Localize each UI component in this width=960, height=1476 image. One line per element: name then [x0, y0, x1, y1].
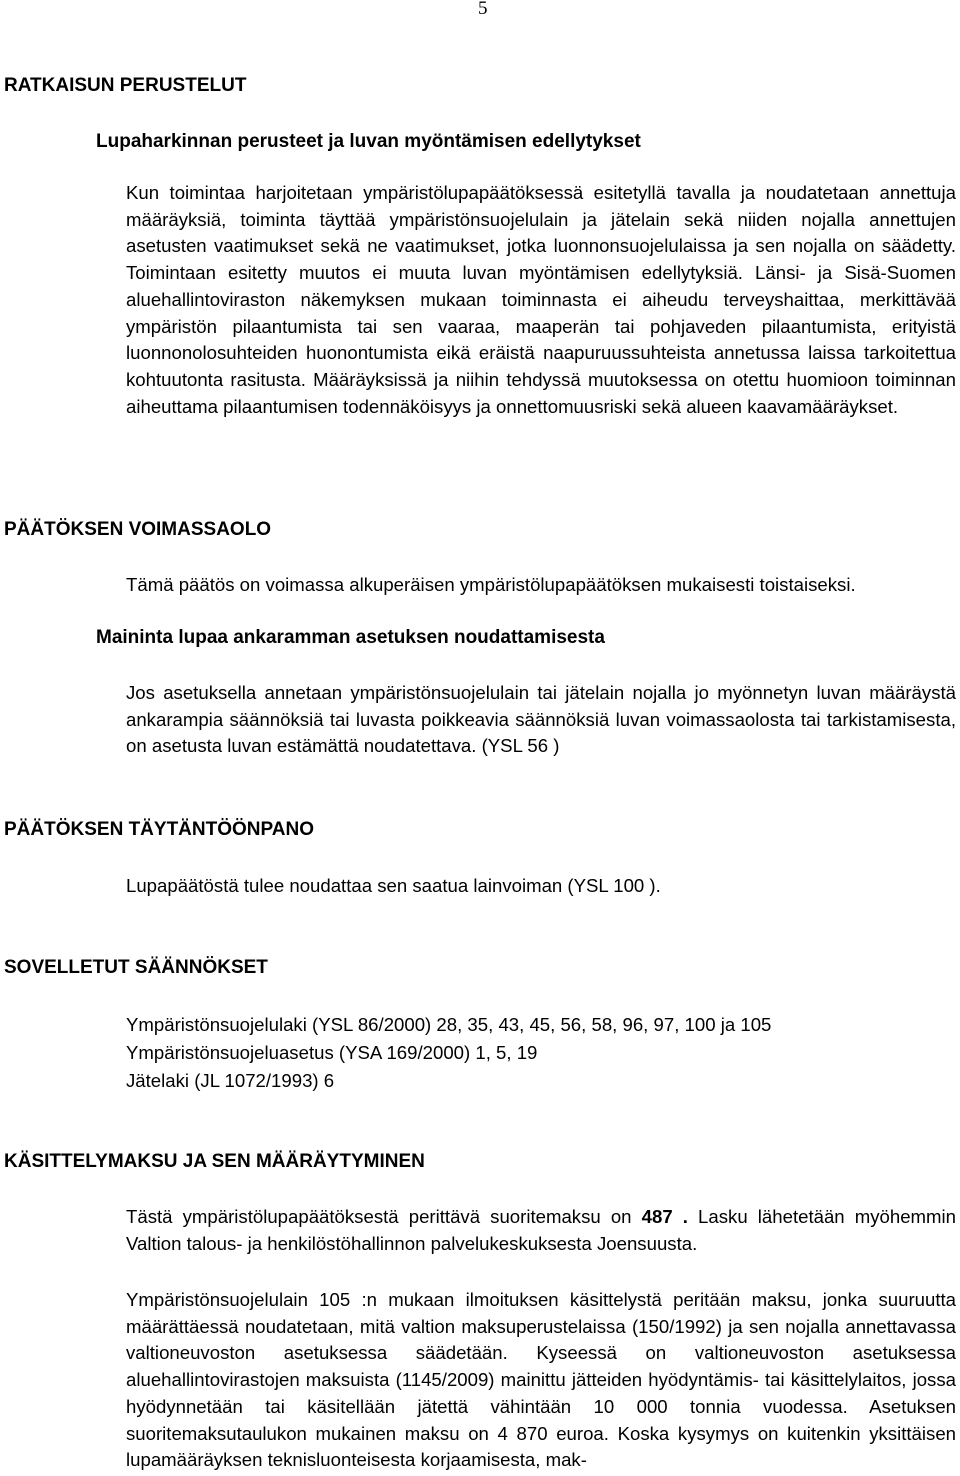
heading-ratkaisun-perustelut: RATKAISUN PERUSTELUT: [4, 75, 247, 96]
suoritemaksu-amount: 487 .: [641, 1206, 688, 1227]
subheading-maininta: Maininta lupaa ankaramman asetuksen noudattamisesta: [96, 627, 605, 648]
paragraph-suoritemaksu: [126, 1204, 956, 1257]
subheading-lupaharkinta: Lupaharkinnan perusteet ja luvan myöntämisen edellytykset: [96, 131, 641, 152]
paragraph-voimassaolo: Tämä päätös on voimassa alkuperäisen ympäristölupapäätöksen mukaisesti toistaiseksi.: [126, 574, 856, 595]
paragraph-maininta: Jos asetuksella annetaan ympäristönsuojelulain tai jätelain nojalla jo myönnetyn luvan määräystä ankarampia säännöksiä tai luvasta poikkeavia säännöksiä luvan voimassaolosta tai tarkistamisesta, on asetusta luvan estämättä noudatettava. (YSL 56 ): [126, 682, 956, 757]
heading-taytantoonpano: PÄÄTÖKSEN TÄYTÄNTÖÖNPANO: [4, 819, 314, 840]
statute-line: Ympäristönsuojelulaki (YSL 86/2000) 28, 35, 43, 45, 56, 58, 96, 97, 100 ja 105: [126, 1014, 772, 1035]
paragraph-taytantoonpano: Lupapäätöstä tulee noudattaa sen saatua lainvoiman (YSL 100 ).: [126, 875, 661, 896]
heading-sovelletut: SOVELLETUT SÄÄNNÖKSET: [4, 957, 268, 978]
statute-line: Jätelaki (JL 1072/1993) 6: [126, 1070, 335, 1091]
heading-kasittelymaksu: KÄSITTELYMAKSU JA SEN MÄÄRÄYTYMINEN: [4, 1151, 425, 1172]
heading-voimassaolo: PÄÄTÖKSEN VOIMASSAOLO: [4, 519, 272, 540]
paragraph-maksuperuste: Ympäristönsuojelulain 105 :n mukaan ilmoituksen käsittelystä peritään maksu, jonka suuruutta määrättäessä noudatetaan, mitä valtion maksuperustelaissa (150/1992) ja sen nojalla annettavassa valtioneuvoston asetuksessa säädetään. Kyseessä on valtioneuvoston asetuksessa aluehallintovirastojen maksuista (1145/2009) mainittu jätteiden hyödyntämis- tai käsittelylaitos, jossa hyödynnetään tai käsitellään jätettä vähintään 10 000 tonnia vuodessa. Asetuksen suoritemaksutaulukon mukainen maksu on 4 870 euroa. Koska kysymys on kuitenkin yksittäisen lupamääräyksen teknisluonteisesta korjaamisesta, mak-: [126, 1289, 956, 1471]
suoritemaksu-text-after: Lasku lähetetään myöhemmin Valtion talous- ja henkilöstöhallinnon palvelukeskuksesta Joensuusta.: [126, 1206, 957, 1254]
suoritemaksu-text: Tästä ympäristölupapäätöksestä perittävä suoritemaksu on: [126, 1206, 642, 1227]
paragraph-perustelut: Kun toimintaa harjoitetaan ympäristölupapäätöksessä esitetyllä tavalla ja noudatetaan annettuja määräyksiä, toiminta täyttää ympäristönsuojelulain ja jätelain sekä niiden nojalla annettujen asetusten vaatimukset sekä ne vaatimukset, jotka luonnonsuojelulaissa ja sen nojalla on säädetty. Toimintaan esitetty muutos ei muuta luvan myöntämisen edellytyksiä. Länsi- ja Sisä-Suomen aluehallintoviraston näkemyksen mukaan toiminnasta ei aiheudu terveyshaittaa, merkittävää ympäristön pilaantumista tai sen vaaraa, maaperän tai pohjaveden pilaantumista, erityistä luonnonolosuhteiden huonontumista eikä eräistä naapuruussuhteista annetussa laissa tarkoitettua kohtuutonta rasitusta. Määräyksissä ja niihin tehdyssä muutoksessa on otettu huomioon toiminnan aiheuttama pilaantumisen todennäköisyys ja onnettomuusriski sekä alueen kaavamääräykset.: [126, 182, 956, 417]
statute-line: Ympäristönsuojeluasetus (YSA 169/2000) 1, 5, 19: [126, 1042, 538, 1063]
page-number: 5: [478, 0, 488, 19]
